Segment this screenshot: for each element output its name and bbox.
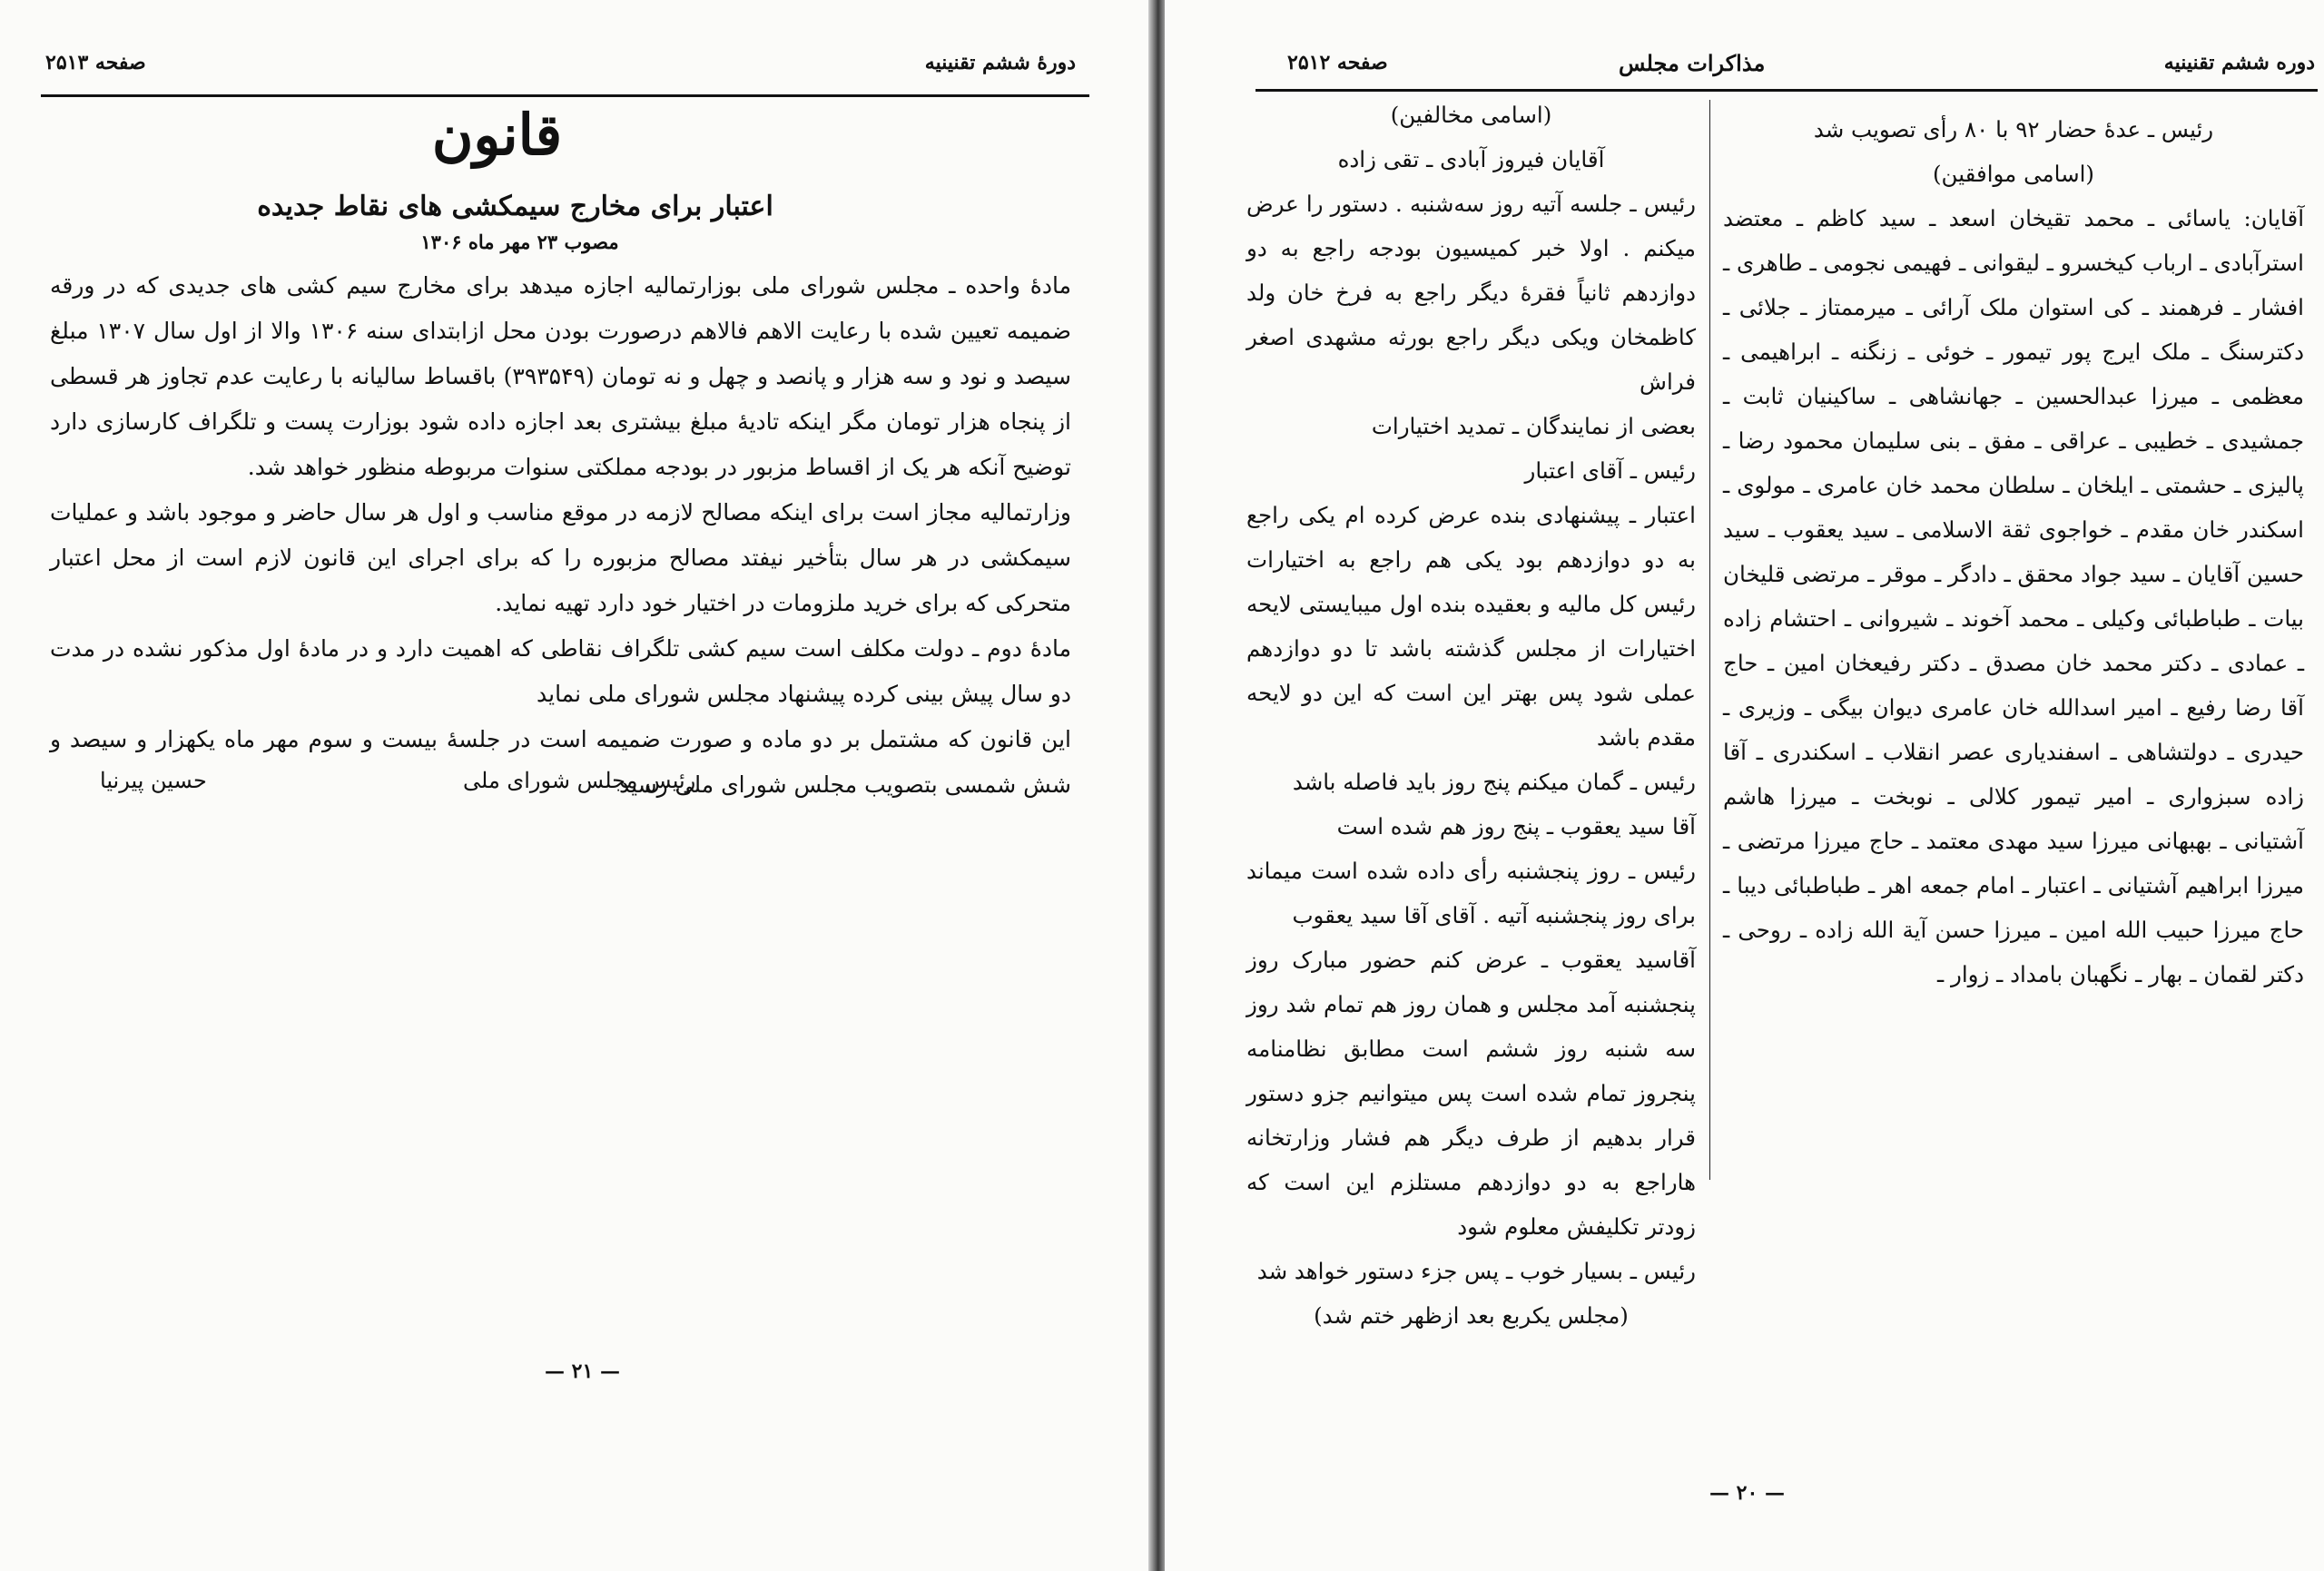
debate-paragraph: رئیس ـ جلسه آتیه روز سه‌شنبه . دستور را عرض میکنم . اولا خبر کمیسیون بودجه راجع به دو دوازدهم ثانیاً فقرهٔ دیگر راجع به فرخ خان ولد کاظمخان ویکی دیگر راجع بورثه مشهدی اصغر فراش [1246, 191, 1696, 395]
law-paragraph: مادهٔ واحده ـ مجلس شورای ملی بوزارتمالیه اجازه میدهد برای مخارج سیم کشی های جدیدی که در ورقه ضمیمه تعیین شده با رعایت الاهم فالاهم درصورت بودن محل ازابتدای سنه ۱۳۰۶ والا از اول سال ۱۳۰۷ مبلغ سیصد و نود و سه هزار و پانصد و چهل و نه تومان (۳۹۳۵۴۹) باقساط سالیانه با رعایت عدم تجاوز هر قسطی از پنجاه هزار تومان مگر اینکه تادیهٔ مبلغ بیشتری بعد اجازه داده شود بوزارت پست و تلگراف کارسازی دارد توضیح آنکه هر یک از اقساط مزبور در بودجه مملکتی سنوات مربوطه منظور خواهد شد. [50, 272, 1072, 480]
debate-column [1246, 93, 1696, 1338]
approval-date: مصوب ۲۳ مهر ماه ۱۳۰۶ [420, 231, 619, 253]
opponents-heading: (اسامی مخالفین) [1390, 102, 1552, 128]
law-paragraph: این قانون که مشتمل بر دو ماده و صورت ضمیمه است در جلسهٔ بیست و سوم مهر ماه یکهزار و سیصد و شش شمسی بتصویب مجلس شورای ملی رسید [50, 726, 1071, 798]
right-header-session: دوره ششم تقنینیه [2163, 51, 2315, 74]
session-closing-note: (مجلس یکربع بعد ازظهر ختم شد) [1314, 1302, 1629, 1329]
law-heading: قانون [431, 102, 563, 168]
debate-paragraph: آقا سید یعقوب ـ پنج روز هم شده است [1336, 813, 1696, 840]
left-page [0, 0, 1148, 1571]
law-paragraph: وزارتمالیه مجاز است برای اینکه مصالح لازمه در موقع مناسب و اول هر سال حاضر و موجود باشد و عملیات سیمکشی در هر سال بتأخیر نیفتد مصالح مزبوره را که برای اجرای این قانون لازم است از محل اعتبار متحرکی که برای خرید ملزومات در اختیار خود دارد تهیه نماید. [50, 499, 1071, 616]
right-header-title: مذاکرات مجلس [1619, 49, 1766, 76]
book-spine [1148, 0, 1165, 1571]
debate-paragraph: بعضی از نمایندگان ـ تمدید اختیارات [1371, 413, 1696, 439]
left-header-rule [41, 94, 1089, 97]
signature-name: حسین پیرنیا [100, 768, 207, 793]
debate-paragraph: رئیس ـ بسیار خوب ـ پس جزء دستور خواهد شد [1256, 1258, 1696, 1284]
signature-title: رئیس مجلس شورای ملی [463, 768, 696, 793]
law-paragraph: مادهٔ دوم ـ دولت مکلف است سیم کشی تلگراف نقاطی که اهمیت دارد و در مادهٔ اول مذکور نشده در مدت دو سال پیش بینی کرده پیشنهاد مجلس شورای ملی نماید [50, 635, 1071, 707]
opponents-list: آقایان فیروز آبادی ـ تقی زاده [1337, 146, 1605, 172]
debate-paragraph: آقاسید یعقوب ـ عرض کنم حضور مبارک روز پنجشنبه آمد مجلس و همان روز هم تمام شد روز سه شنبه روز ششم است مطابق نظامنامه پنجروز تمام شده است پس میتوانیم جزو دستور قرار بدهیم از طرف دیگر هم فشار وزارتخانه هاراجع به دو دوازدهم مستلزم این است که زودتر تکلیفش معلوم شود [1246, 947, 1697, 1240]
debate-paragraph: رئیس ـ آقای اعتبار [1524, 457, 1696, 484]
right-header-page-number: صفحه ۲۵۱۲ [1287, 51, 1388, 74]
column-divider [1709, 100, 1710, 1180]
right-page-number-footer: — ۲۰ — [1709, 1481, 1785, 1505]
vote-result: رئیس ـ عدهٔ حضار ۹۲ با ۸۰ رأی تصویب شد [1813, 116, 2214, 142]
supporters-list: آقایان: یاسائی ـ محمد تقیخان اسعد ـ سید کاظم ـ معتضد استرآبادی ـ ارباب کیخسرو ـ لیقوانی ـ فهیمی نجومی ـ طاهری ـ افشار ـ فرهمند ـ کی استوان ملک آرائی ـ میرممتاز ـ جلائی ـ دکترسنگ ـ ملک ایرج پور تیمور ـ خوئی ـ زنگنه ـ ابراهیمی ـ معظمی ـ میرزا عبدالحسین ـ جهانشاهی ـ ساکینیان ثابت ـ جمشیدی ـ خطیبی ـ عراقی ـ مفق ـ بنی سلیمان محمود رضا ـ پالیزی ـ حشمتی ـ ایلخان ـ سلطان محمد خان عامری ـ مولوی ـ اسکندر خان مقدم ـ خواجوی ثقة الاسلامی ـ سید یعقوب ـ سید حسین آقایان ـ سید جواد محقق ـ دادگر ـ موقر ـ مرتضی قلیخان بیات ـ طباطبائی وکیلی ـ محمد آخوند ـ شیروانی ـ احتشام زاده ـ عمادی ـ دکتر محمد خان مصدق ـ دکتر رفیعخان امین ـ حاج آقا رضا رفیع ـ امیر اسدالله خان عامری دیوان بیگی ـ وزیری ـ حیدری ـ دولتشاهی ـ اسفندیاری عصر انقلاب ـ اسکندری ـ آقا زاده سبزواری ـ امیر تیمور کلالی ـ نوبخت ـ میرزا هاشم آشتیانی ـ بهبهانی میرزا سید مهدی معتمد ـ حاج میرزا مرتضی ـ میرزا ابراهیم آشتیانی ـ اعتبار ـ امام جمعه اهر ـ طباطبائی دیبا ـ حاج میرزا حبیب الله امین ـ میرزا حسن آیة الله زاده ـ روحی ـ دکتر لقمان ـ بهار ـ نگهبان بامداد ـ زوار ـ [1723, 205, 2304, 987]
debate-paragraph: رئیس ـ گمان میکنم پنج روز باید فاصله باشد [1292, 769, 1696, 795]
supporters-column [1723, 107, 2304, 997]
debate-paragraph: اعتبار ـ پیشنهادی بنده عرض کرده ام یکی راجع به دو دوازدهم بود یکی هم راجع به اختیارات رئیس کل مالیه و بعقیده بنده اول میبایستی لایحه اختیارات از مجلس گذشته باشد تا دو دوازدهم عملی شود پس بهتر این است که این دو لایحه مقدم باشد [1246, 502, 1696, 751]
left-header-page-number: صفحه ۲۵۱۳ [45, 51, 146, 74]
left-page-number-footer: — ۲۱ — [545, 1360, 620, 1383]
right-page [1165, 0, 2324, 1571]
right-header-rule [1256, 89, 2318, 92]
debate-paragraph: رئیس ـ روز پنجشنبه رأی داده شده است میماند برای روز پنجشنبه آتیه . آقای آقا سید یعقوب [1246, 858, 1696, 928]
supporters-heading: (اسامی موافقین) [1933, 161, 2094, 187]
left-header-session: دورهٔ ششم تقنینیه [924, 51, 1076, 74]
law-title: اعتبار برای مخارج سیمکشی های نقاط جدیده [257, 191, 773, 222]
